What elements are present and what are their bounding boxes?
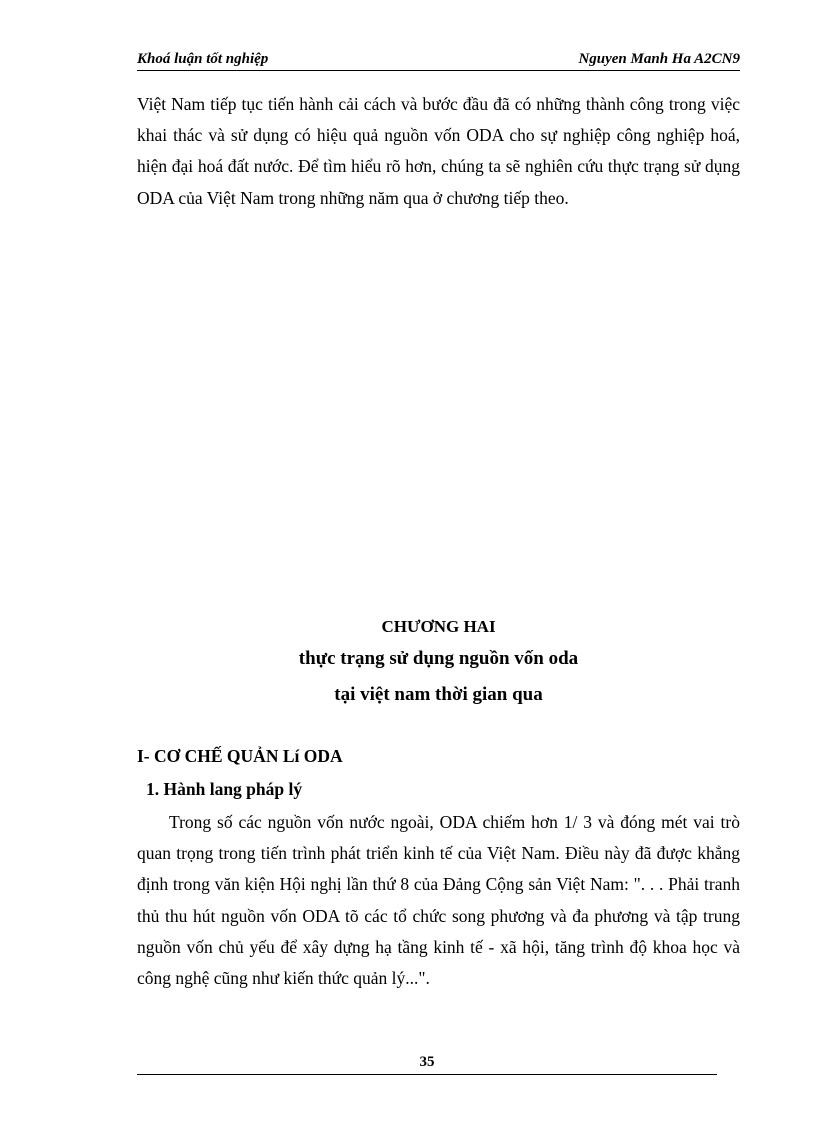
chapter-title-line-1: thực trạng sử dụng nguồn vốn oda (298, 648, 579, 669)
page-header (137, 50, 740, 71)
header-author: Nguyen Manh Ha A2CN9 (578, 51, 740, 67)
body-paragraph: Trong số các nguồn vốn nước ngoài, ODA chiếm hơn 1/ 3 và đóng mét vai trò quan trọng trong tiến trình phát triển kinh tế của Việt Nam. Điều này đã được khẳng định trong văn kiện Hội nghị lần thứ 8 của Đảng Cộng sản Việt Nam: ". . . Phải tranh thủ thu hút nguồn vốn ODA tõ các tổ chức song phương và đa phương và tập trung nguồn vốn chủ yếu để xây dựng hạ tầng kinh tế - xã hội, tăng trình độ khoa học và công nghệ cũng như kiến thức quản lý...". (137, 812, 740, 989)
chapter-title-line-2: tại việt nam thời gian qua (334, 684, 543, 705)
intro-paragraph: Việt Nam tiếp tục tiến hành cải cách và bước đầu đã có những thành công trong việc khai thác và sử dụng có hiệu quả nguồn vốn ODA cho sự nghiệp công nghiệp hoá, hiện đại hoá đất nước. Để tìm hiểu rõ hơn, chúng ta sẽ nghiên cứu thực trạng sử dụng ODA của Việt Nam trong những năm qua ở chương tiếp theo. (137, 94, 740, 208)
section-heading: I- CƠ CHẾ QUẢN Lí ODA (137, 746, 343, 766)
header-document-type: Khoá luận tốt nghiệp (137, 51, 269, 67)
chapter-label: CHƯƠNG HAI (381, 617, 496, 636)
subsection-heading: 1. Hành lang pháp lý (146, 779, 303, 799)
page-number: 35 (419, 1054, 435, 1070)
page-footer (137, 1054, 717, 1075)
